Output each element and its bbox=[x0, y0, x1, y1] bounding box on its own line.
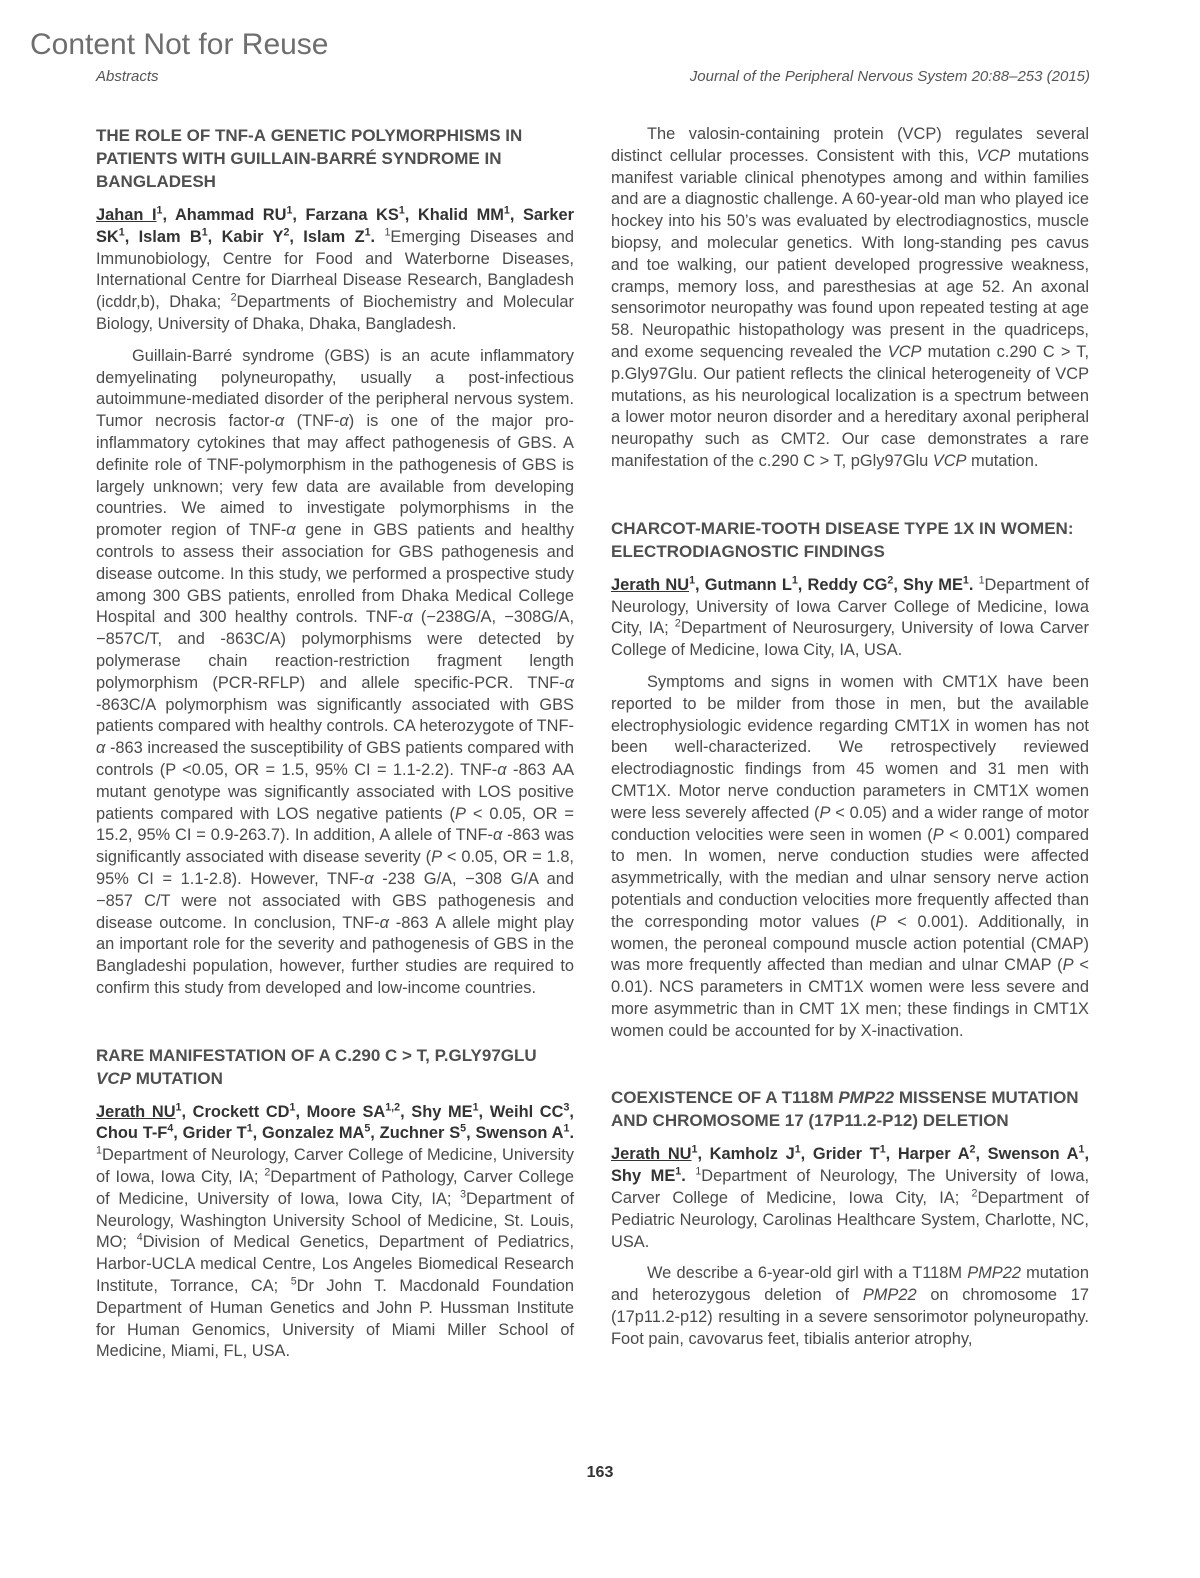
abstract-vcp-mutation bbox=[96, 1044, 574, 1364]
abstract-title: RARE MANIFESTATION OF A C.290 C > T, P.GLY97GLU VCP MUTATION bbox=[96, 1045, 537, 1088]
abstract-title: CHARCOT-MARIE-TOOTH DISEASE TYPE 1X IN WOMEN: ELECTRODIAGNOSTIC FINDINGS bbox=[611, 518, 1074, 561]
page-number: 163 bbox=[586, 1464, 614, 1481]
abstract-body: Guillain-Barré syndrome (GBS) is an acute inflammatory demyelinating polyneuropathy, usually a post-infectious autoimmune-mediated disorder of the peripheral nervous system. Tumor necrosis factor-α (TNF-α) is one of the major pro-inflammatory cytokines that may affect pathogenesis of GBS. A definite role of TNF-polymorphism in the pathogenesis of GBS is largely unknown; very few data are available from developing countries. We aimed to investigate polymorphisms in the promoter region of TNF-α gene in GBS patients and healthy controls to assess their association for GBS pathogenesis and disease outcome. In this study, we performed a prospective study among 300 GBS patients, enrolled from Dhaka Medical College Hospital and 300 healthy controls. TNF-α (−238G/A, −308G/A, −857C/T, and -863C/A) polymorphisms were detected by polymerase chain reaction-restriction fragment length polymorphism (PCR-RFLP) and allele specific-PCR. TNF-α -863C/A polymorphism was significantly associated with GBS patients compared with healthy controls. CA heterozygote of TNF-α -863 increased the susceptibility of GBS patients compared with controls (P <0.05, OR = 1.5, 95% CI = 1.1-2.2). TNF-α -863 AA mutant genotype was significantly associated with LOS positive patients compared with LOS negative patients (P < 0.05, OR = 15.2, 95% CI = 0.9-263.7). In addition, A allele of TNF-α -863 was significantly associated with disease severity (P < 0.05, OR = 1.8, 95% CI = 1.1-2.8). However, TNF-α -238 G/A, −308 G/A and −857 C/T were not associated with GBS pathogenesis and disease outcome. In conclusion, TNF-α -863 A allele might play an important role for the severity and pathogenesis of GBS in the Bangladeshi population, however, further studies are required to confirm this study from developed and low-income countries. bbox=[96, 346, 574, 997]
abstract-authors: Jerath $NU^1$, Gutmann $L^1$, Reddy $CG^2$, Shy $ME^1$. $^1$Department of Neurology, University of Iowa Carver College of Medicine, Iowa City, IA; $^2$Department of Neurosurgery, University of Iowa Carver College of Medicine, Iowa City, IA, USA. bbox=[611, 574, 1090, 660]
abstract-vcp-mutation-continued bbox=[611, 124, 1089, 473]
abstract-body: We describe a 6-year-old girl with a T118M PMP22 mutation and heterozygous deletion of PMP22 on chromosome 17 (17p11.2-p12) resulting in a severe sensorimotor polyneuropathy. Foot pain, cavovarus feet, tibialis anterior atrophy, bbox=[611, 1264, 1090, 1348]
watermark: Content Not for Reuse bbox=[30, 28, 329, 61]
abstract-body: Symptoms and signs in women with CMT1X have been reported to be milder from those in men, but the available electrophysiologic evidence regarding CMT1X in women has not been well-characterized. We retrospectively reviewed electrodiagnostic findings from 45 women and 31 men with CMT1X. Motor nerve conduction parameters in CMT1X women were less severely affected (P < 0.05) and a wider range of motor conduction velocities were seen in women (P < 0.001) compared to men. In women, nerve conduction studies were affected asymmetrically, with the median and ulnar sensory nerve action potentials and conduction velocities more frequently affected than the corresponding motor values (P < 0.001). Additionally, in women, the peroneal compound muscle action potential (CMAP) was more frequently affected than median and ulnar CMAP (P < 0.01). NCS parameters in CMT1X women were less severe and more asymmetric than in CMT 1X men; these findings in CMT1X women could be accounted for by X-inactivation. bbox=[611, 672, 1090, 1040]
abstract-body: The valosin-containing protein (VCP) regulates several distinct cellular processes. Consistent with this, VCP mutations manifest variable clinical phenotypes among and within families and are a diagnostic challenge. A 60-year-old man who played ice hockey into his 50’s was evaluated by electrodiagnostics, muscle biopsy, and molecular genetics. With long-standing pes cavus and toe walking, our patient developed progressive weakness, cramps, memory loss, and paresthesias at age 52. An axonal sensorimotor neuropathy was found upon repeated testing at age 58. Neuropathic histopathology was present in the quadriceps, and exome sequencing revealed the VCP mutation c.290 C > T, p.Gly97Glu. Our patient reflects the clinical heterogeneity of VCP mutations, as his neurological localization is a spectrum between a lower motor neuron disorder and a hereditary axonal peripheral neuropathy such as CMT2. Our case demonstrates a rare manifestation of the c.290 C > T, pGly97Glu VCP mutation. bbox=[611, 125, 1089, 470]
left-column bbox=[96, 124, 574, 1373]
abstract-pmp22-deletion bbox=[611, 1086, 1089, 1350]
running-head-left: Abstracts bbox=[96, 68, 159, 85]
abstract-authors: Jerath $NU^1$, Crockett $CD^1$, Moore SA$^{1,2}$, Shy $ME^1$, Weihl $CC^3$, Chou $T-F^4$, Grider $T^1$, Gonzalez $MA^5$, Zuchner $S^5$, Swenson $A^1$. $^1$Department of Neurology, Carver College of Medicine, University of Iowa, Iowa City, IA; $^2$Department of Pathology, Carver College of Medicine, University of Iowa, Iowa City, IA; $^3$Department of Neurology, Washington University School of Medicine, St. Louis, MO; $^4$Division of Medical Genetics, Department of Pediatrics, Harbor-UCLA medical Centre, Los Angeles Biomedical Research Institute, Torrance, CA; $^5$Dr John T. Macdonald Foundation Department of Human Genetics and John P. Hussman Institute for Human Genomics, University of Miami Miller School of Medicine, Miami, FL, USA. bbox=[96, 1101, 574, 1361]
right-column bbox=[611, 124, 1089, 1351]
running-head-right: Journal of the Peripheral Nervous System 20:88–253 (2015) bbox=[689, 68, 1090, 85]
abstract-title: THE ROLE OF TNF-Α GENETIC POLYMORPHISMS IN PATIENTS WITH GUILLAIN-BARRÉ SYNDROME IN BANGLADESH bbox=[96, 126, 523, 191]
abstract-authors: Jerath $NU^1$, Kamholz $J^1$, Grider $T^1$, Harper $A^2$, Swenson $A^1$, Shy $ME^1$. $^1$Department of Neurology, The University of Iowa, Carver College of Medicine, Iowa City, IA; $^2$Department of Pediatric Neurology, Carolinas Healthcare System, Charlotte, NC, USA. bbox=[611, 1144, 1090, 1251]
abstract-title: COEXISTENCE OF A T118M PMP22 MISSENSE MUTATION AND CHROMOSOME 17 (17P11.2-P12) DELETION bbox=[611, 1088, 1079, 1131]
abstract-tnf-alpha bbox=[96, 124, 574, 1000]
abstract-cmt1x-women bbox=[611, 517, 1089, 1043]
abstract-authors: Jahan $I^1$, Ahammad $RU^1$, Farzana $KS^1$, Khalid $MM^1$, Sarker $SK^1$, Islam $B^1$, Kabir $Y^2$, Islam $Z^1$. $^1$Emerging Diseases and Immunobiology, Centre for Food and Waterborne Diseases, International Centre for Diarrheal Disease Research, Bangladesh (icddr,b), Dhaka; $^2$Departments of Biochemistry and Molecular Biology, University of Dhaka, Dhaka, Bangladesh. bbox=[96, 204, 574, 333]
